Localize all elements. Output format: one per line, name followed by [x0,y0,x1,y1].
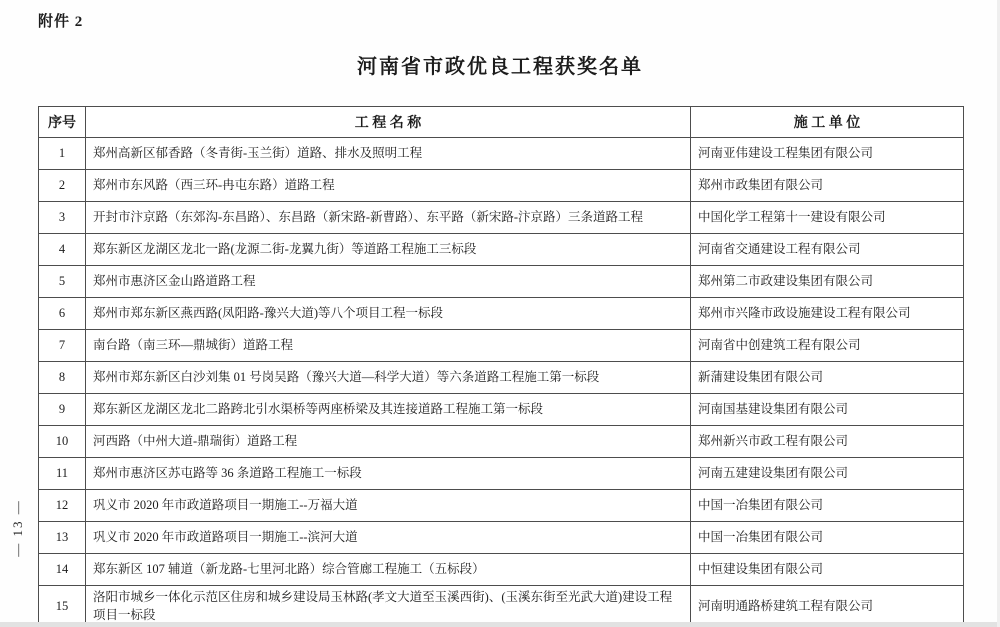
row-index-cell: 15 [39,586,86,627]
awards-table [38,106,964,627]
row-index-cell: 4 [39,234,86,266]
row-project-cell: 郑东新区龙湖区龙北一路(龙源二街-龙翼九街）等道路工程施工三标段 [86,234,691,266]
row-project-cell: 河西路（中州大道-鼎瑞街）道路工程 [86,426,691,458]
row-project-cell: 郑州市郑东新区白沙刘集 01 号岗吴路（豫兴大道—科学大道）等六条道路工程施工第一标段 [86,362,691,394]
row-project-cell: 郑东新区龙湖区龙北二路跨北引水渠桥等两座桥梁及其连接道路工程施工第一标段 [86,394,691,426]
row-index-cell: 12 [39,490,86,522]
row-index-cell: 10 [39,426,86,458]
row-index-cell: 3 [39,202,86,234]
row-index-cell: 2 [39,170,86,202]
row-index-cell: 8 [39,362,86,394]
row-index-cell: 5 [39,266,86,298]
row-project-cell: 郑州市东风路（西三环-冉屯东路）道路工程 [86,170,691,202]
row-contractor-cell: 河南省中创建筑工程有限公司 [691,330,964,362]
row-contractor-cell: 郑州第二市政建设集团有限公司 [691,266,964,298]
row-project-cell: 洛阳市城乡一体化示范区住房和城乡建设局玉林路(孝文大道至玉溪西街)、(玉溪东街至光武大道)建设工程项目一标段 [86,586,691,627]
row-index-cell: 1 [39,138,86,170]
table-row [39,522,964,554]
row-contractor-cell: 河南国基建设集团有限公司 [691,394,964,426]
row-project-cell: 郑东新区 107 辅道（新龙路-七里河北路）综合管廊工程施工（五标段） [86,554,691,586]
row-project-cell: 开封市汴京路（东郊沟-东昌路）、东昌路（新宋路-新曹路）、东平路（新宋路-汴京路）三条道路工程 [86,202,691,234]
scan-edge-bottom [0,622,1000,627]
row-index-cell: 7 [39,330,86,362]
header-contractor: 施 工 单 位 [691,107,964,138]
row-contractor-cell: 中国一冶集团有限公司 [691,522,964,554]
row-contractor-cell: 郑州市政集团有限公司 [691,170,964,202]
table-row [39,298,964,330]
table-row [39,330,964,362]
row-contractor-cell: 河南五建建设集团有限公司 [691,458,964,490]
table-row [39,394,964,426]
row-index-cell: 11 [39,458,86,490]
table-header [39,107,964,138]
attachment-label: 附件 2 [38,14,84,30]
row-index-cell: 14 [39,554,86,586]
row-project-cell: 郑州市郑东新区燕西路(凤阳路-豫兴大道)等八个项目工程一标段 [86,298,691,330]
row-index-cell: 9 [39,394,86,426]
table-row [39,586,964,627]
table-row [39,362,964,394]
row-project-cell: 郑州市惠济区苏屯路等 36 条道路工程施工一标段 [86,458,691,490]
table-row [39,234,964,266]
table-row [39,458,964,490]
row-contractor-cell: 中国一冶集团有限公司 [691,490,964,522]
row-project-cell: 巩义市 2020 年市政道路项目一期施工--滨河大道 [86,522,691,554]
row-project-cell: 郑州高新区郁香路（冬青街-玉兰街）道路、排水及照明工程 [86,138,691,170]
page-number: — 13 — [10,499,25,557]
header-project-name: 工 程 名 称 [86,107,691,138]
table-row [39,554,964,586]
row-contractor-cell: 河南省交通建设工程有限公司 [691,234,964,266]
table-header-row [39,107,964,138]
table-row [39,266,964,298]
row-contractor-cell: 中国化学工程第十一建设有限公司 [691,202,964,234]
header-index: 序号 [39,107,86,138]
table-row [39,426,964,458]
row-contractor-cell: 郑州新兴市政工程有限公司 [691,426,964,458]
table-row [39,138,964,170]
table-row [39,490,964,522]
row-contractor-cell: 河南明通路桥建筑工程有限公司 [691,586,964,627]
row-contractor-cell: 郑州市兴隆市政设施建设工程有限公司 [691,298,964,330]
row-index-cell: 6 [39,298,86,330]
table-body [39,138,964,627]
page-title: 河南省市政优良工程获奖名单 [357,56,643,78]
row-project-cell: 郑州市惠济区金山路道路工程 [86,266,691,298]
row-contractor-cell: 新蒲建设集团有限公司 [691,362,964,394]
row-project-cell: 南台路（南三环—鼎城街）道路工程 [86,330,691,362]
row-contractor-cell: 中恒建设集团有限公司 [691,554,964,586]
row-project-cell: 巩义市 2020 年市政道路项目一期施工--万福大道 [86,490,691,522]
row-contractor-cell: 河南亚伟建设工程集团有限公司 [691,138,964,170]
row-index-cell: 13 [39,522,86,554]
table-row [39,202,964,234]
table-row [39,170,964,202]
